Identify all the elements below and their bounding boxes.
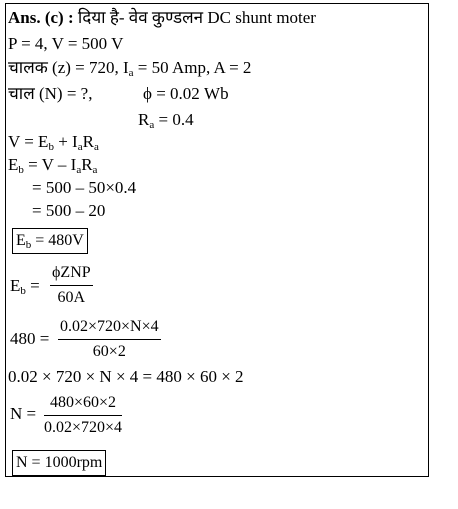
step-480-denominator: 60×2 bbox=[92, 343, 126, 360]
result-back-emf-box bbox=[12, 228, 88, 254]
eq2-part-b: = V – I bbox=[23, 155, 77, 174]
speed-formula-lhs: N = bbox=[10, 404, 37, 423]
emf-equals: = bbox=[25, 276, 40, 295]
equation-substitution: = 500 – 50×0.4 bbox=[32, 178, 137, 197]
speed-numerator: 480×60×2 bbox=[44, 393, 122, 416]
given-conductors bbox=[8, 58, 251, 78]
eq2-sub-b: a bbox=[76, 164, 82, 176]
emf-denominator: 60A bbox=[57, 289, 86, 306]
speed-fraction bbox=[44, 393, 122, 438]
box1-sub: b bbox=[25, 239, 32, 251]
eq1-sub-b: a bbox=[77, 141, 83, 153]
emf-formula-lhs bbox=[10, 276, 40, 296]
eq1-sub-c: a bbox=[93, 141, 99, 153]
speed-denominator: 0.02×720×4 bbox=[44, 419, 123, 436]
eq1-part-a: V = E bbox=[8, 132, 49, 151]
box1-part-b: = 480V bbox=[31, 232, 84, 249]
eq1-part-c: R bbox=[82, 132, 94, 151]
eq2-sub-a: b bbox=[18, 164, 24, 176]
eq2-part-a: E bbox=[8, 155, 19, 174]
ra-letter: R bbox=[138, 110, 150, 129]
given-speed: चाल (N) = ?, bbox=[8, 84, 93, 103]
answer-heading bbox=[8, 8, 316, 28]
emf-lhs-letter: E bbox=[10, 276, 21, 295]
ia-subscript: a bbox=[128, 67, 134, 79]
current-paths-text: = 50 Amp, A = 2 bbox=[133, 58, 252, 77]
equation-back-emf bbox=[8, 155, 97, 175]
eq2-part-c: R bbox=[81, 155, 93, 174]
step-linear-equation: 0.02 × 720 × N × 4 = 480 × 60 × 2 bbox=[8, 367, 244, 386]
ra-value: = 0.4 bbox=[154, 110, 194, 129]
given-intro: दिया है- वेव कुण्डलन DC shunt moter bbox=[77, 8, 316, 27]
step-480-lhs: 480 = bbox=[10, 329, 50, 348]
given-armature-resistance bbox=[138, 110, 194, 130]
equation-simplify: = 500 – 20 bbox=[32, 201, 106, 220]
step-480-fraction bbox=[58, 317, 161, 362]
eq2-sub-c: a bbox=[92, 164, 98, 176]
emf-numerator: ϕZNP bbox=[50, 263, 93, 286]
given-poles-voltage: P = 4, V = 500 V bbox=[8, 34, 124, 53]
emf-lhs-sub: b bbox=[20, 285, 26, 297]
ra-subscript: a bbox=[149, 119, 155, 131]
equation-voltage bbox=[8, 132, 99, 152]
conductors-text: चालक (z) = 720, I bbox=[8, 58, 129, 77]
eq1-part-b: + I bbox=[53, 132, 78, 151]
emf-fraction bbox=[50, 263, 93, 308]
result-speed-box: N = 1000rpm bbox=[12, 450, 106, 476]
step-480-numerator: 0.02×720×N×4 bbox=[58, 317, 161, 340]
box1-part-a: E bbox=[16, 232, 26, 249]
answer-label: Ans. (c) : bbox=[8, 8, 74, 27]
eq1-sub-a: b bbox=[48, 141, 54, 153]
given-flux: ϕ = 0.02 Wb bbox=[143, 84, 229, 103]
